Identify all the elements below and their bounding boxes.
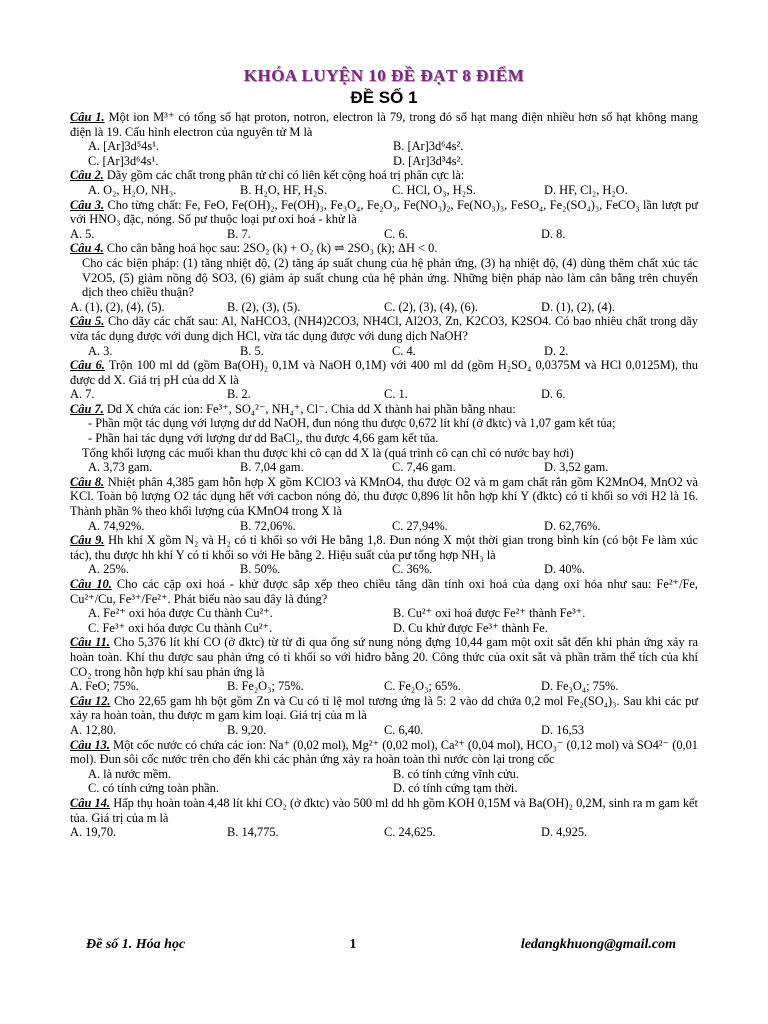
answers-6 xyxy=(70,387,698,402)
answer-d[interactable]: D. 2. xyxy=(544,343,569,358)
answer-d[interactable]: D. 8. xyxy=(541,226,566,241)
answers-5 xyxy=(70,344,698,359)
answer-c[interactable]: C. 6,40. xyxy=(384,722,424,737)
answers-10 xyxy=(70,606,698,635)
answer-a[interactable]: A. 12,80. xyxy=(70,722,117,737)
answers-14 xyxy=(70,825,698,840)
answer-a[interactable]: A. 25%. xyxy=(88,562,129,577)
answers-1 xyxy=(70,139,698,168)
answer-d[interactable]: D. Cu khử được Fe³⁺ thành Fe. xyxy=(393,620,548,635)
answer-c[interactable]: C. 7,46 gam. xyxy=(392,460,456,475)
document-title: KHÓA LUYỆN 10 ĐỀ ĐẠT 8 ĐIỂM xyxy=(243,66,525,85)
question-14: Câu 14. Hấp thụ hoàn toàn 4,48 lít khí CO₂ (ở đktc) vào 500 ml dd hh gồm KOH 0,15M và Ba(OH)₂ 0,2M, sinh ra m gam kết tủa. Giá trị của m là xyxy=(70,795,698,825)
answer-b[interactable]: B. 9,20. xyxy=(227,722,267,737)
answer-c[interactable]: C. 1. xyxy=(384,387,408,402)
answer-c[interactable]: C. Fe³⁺ oxi hóa được Cu thành Cu²⁺. xyxy=(88,620,273,635)
answers-8 xyxy=(70,519,698,534)
answers-9 xyxy=(70,562,698,577)
answers-12 xyxy=(70,723,698,738)
question-2: Câu 2. Dãy gồm các chất trong phân tử chỉ có liên kết cộng hoá trị phân cực là: xyxy=(70,168,465,183)
answer-a[interactable]: A. 3. xyxy=(88,343,113,358)
answer-d[interactable]: D. Fe₃O₄; 75%. xyxy=(541,679,619,694)
answer-a[interactable]: A. 74,92%. xyxy=(88,518,145,533)
answer-c[interactable]: C. 6. xyxy=(384,226,408,241)
question-12: Câu 12. Cho 22,65 gam hh bột gồm Zn và Cu có tỉ lệ mol tương ứng là 5: 2 vào dd chứa 0,2 mol Fe₂(SO₄)₃. Sau khi các pư xảy ra hoàn toàn, thu được m gam kim loại. Giá trị của m là xyxy=(70,693,698,723)
answer-b[interactable]: B. 14,775. xyxy=(227,825,279,840)
page-number: 1 xyxy=(349,937,357,952)
question-11: Câu 11. Cho 5,376 lít khí CO (ở đktc) từ từ đi qua ống sứ nung nóng đựng 10,44 gam một oxit sắt đến khi phản ứng xảy ra hoàn toàn. Khí thu được sau phản ứng có tỉ khối so với hiđro bằng 20. Công thức của oxit sắt và phần trăm thể tích của khí CO₂ trong hỗn hợp khí sau phản ứng là xyxy=(70,635,698,679)
answer-d[interactable]: D. 62,76%. xyxy=(544,518,601,533)
answer-a[interactable]: A. FeO; 75%. xyxy=(70,679,139,694)
answer-c[interactable]: C. Fe₂O₃; 65%. xyxy=(384,679,461,694)
answer-d[interactable]: D. 3,52 gam. xyxy=(544,460,609,475)
answer-d[interactable]: D. [Ar]3d³4s². xyxy=(393,153,464,168)
answer-b[interactable]: B. Cu²⁺ oxi hoá được Fe²⁺ thành Fe³⁺. xyxy=(393,606,586,621)
answer-c[interactable]: C. [Ar]3d⁶4s¹. xyxy=(88,153,159,168)
answer-a[interactable]: A. là nước mềm. xyxy=(88,766,172,781)
answer-a[interactable]: A. (1), (2), (4), (5). xyxy=(70,299,165,314)
question-8: Câu 8. Nhiệt phân 4,385 gam hỗn hợp X gồm KClO3 và KMnO4, thu được O2 và m gam chất rắn gồm K2MnO4, MnO2 và KCl. Toàn bộ lượng O2 tác dụng hết với cacbon nóng đỏ, thu được 0,896 lít hỗn hợp khí Y (đktc) có tỉ khối so với H2 là 16. Thành phần % theo khối lượng của KMnO4 trong X là xyxy=(70,474,698,519)
answer-b[interactable]: B. 50%. xyxy=(240,562,281,577)
question-9: Câu 9. Hh khí X gồm N₂ và H₂ có tỉ khối so với He bằng 1,8. Đun nóng X một thời gian trong bình kín (có bột Fe làm xúc tác), thu được hh khí Y có tỉ khối so với He bằng 2. Hiệu suất của pư tổng hợp NH₃ là xyxy=(70,533,698,562)
answer-b[interactable]: B. 7,04 gam. xyxy=(240,460,304,475)
answer-a[interactable]: A. Fe²⁺ oxi hóa được Cu thành Cu²⁺. xyxy=(88,606,273,621)
question-7-part-2: - Phần hai tác dụng với lượng dư dd BaCl₂, thu được 4,66 gam kết tủa. xyxy=(88,431,439,446)
answers-4 xyxy=(70,300,698,315)
answer-b[interactable]: B. 7. xyxy=(227,226,251,241)
question-5: Câu 5. Cho dãy các chất sau: Al, NaHCO3, (NH4)2CO3, NH4Cl, Al2O3, Zn, K2CO3, K2SO4. Có bao nhiêu chất trong dãy vừa tác dụng được với dung dịch HCl, vừa tác dụng được với dung dịch NaOH? xyxy=(70,314,698,343)
answer-b[interactable]: B. 72,06%. xyxy=(240,518,296,533)
answer-a[interactable]: A. 5. xyxy=(70,226,95,241)
question-4-measures: Cho các biện pháp: (1) tăng nhiệt độ, (2) tăng áp suất chung của hệ phản ứng, (3) hạ nhiệt độ, (4) dùng thêm chất xúc tác V2O5, (5) giảm nồng độ SO3, (6) giảm áp suất chung của hệ phản ứng. Những biện pháp nào làm cân bằng trên chuyển dịch theo chiều thuận? xyxy=(82,255,698,300)
answers-13 xyxy=(70,767,698,796)
answer-d[interactable]: D. (1), (2), (4). xyxy=(541,299,615,314)
answer-d[interactable]: D. 40%. xyxy=(544,562,585,577)
document-body xyxy=(70,64,698,840)
answer-c[interactable]: C. (2), (3), (4), (6). xyxy=(384,299,478,314)
answer-b[interactable]: B. [Ar]3d⁶4s². xyxy=(393,139,464,154)
question-6: Câu 6. Trộn 100 ml dd (gồm Ba(OH)₂ 0,1M và NaOH 0,1M) với 400 ml dd (gồm H₂SO₄ 0,0375M và HCl 0,0125M), thu được dd X. Giá trị pH của dd X là xyxy=(70,358,698,387)
answer-a[interactable]: A. 3,73 gam. xyxy=(88,460,153,475)
answer-b[interactable]: B. Fe₂O₃; 75%. xyxy=(227,679,304,694)
question-7: Câu 7. Dd X chứa các ion: Fe³⁺, SO₄²⁻, NH₄⁺, Cl⁻. Chia dd X thành hai phần bằng nhau: xyxy=(70,401,516,416)
answer-a[interactable]: A. 19,70. xyxy=(70,825,117,840)
answer-c[interactable]: C. 24,625. xyxy=(384,825,436,840)
question-1: Câu 1. Một ion M³⁺ có tổng số hạt proton, notron, electron là 79, trong đó số hạt mang điện nhiều hơn số hạt không mang điện là 19. Cấu hình electron của nguyên tử M là xyxy=(70,110,698,139)
question-13: Câu 13. Một cốc nước có chứa các ion: Na⁺ (0,02 mol), Mg²⁺ (0,02 mol), Ca²⁺ (0,04 mol), HCO₃⁻ (0,12 mol) và SO4²⁻ (0,01 mol). Đun sôi cốc nước trên cho đến khi các phản ứng xảy ra hoàn toàn thì nước còn lại trong cốc xyxy=(70,737,699,767)
answer-a[interactable]: A. [Ar]3d⁵4s¹. xyxy=(88,139,160,154)
footer-email[interactable]: ledangkhuong@gmail.com xyxy=(520,937,676,952)
answer-c[interactable]: C. có tính cứng toàn phần. xyxy=(88,781,219,796)
answer-d[interactable]: D. 4,925. xyxy=(541,825,588,840)
answer-d[interactable]: D. có tính cứng tạm thời. xyxy=(393,781,518,796)
answer-d[interactable]: D. 16,53 xyxy=(541,722,585,737)
question-3: Câu 3. Cho từng chất: Fe, FeO, Fe(OH)₂, Fe(OH)₃, Fe₃O₄, Fe₂O₃, Fe(NO₃)₂, Fe(NO₃)₃, FeSO₄, Fe₂(SO₄)₃, FeCO₃ lần lượt pư với HNO₃ đặc, nóng. Số pư thuộc loại pư oxi hoá - khử là xyxy=(70,197,698,227)
answer-c[interactable]: C. 4. xyxy=(392,343,416,358)
answer-b[interactable]: B. 5. xyxy=(240,343,264,358)
question-7-ask: Tổng khối lượng các muối khan thu được khi cô cạn dd X là (quá trình cô cạn chỉ có nước bay hơi) xyxy=(82,445,574,460)
answer-b[interactable]: B. (2), (3), (5). xyxy=(227,299,301,314)
question-7-part-1: - Phần một tác dụng với lượng dư dd NaOH, đun nóng thu được 0,672 lít khí (ở đktc) và 1,07 gam kết tủa; xyxy=(88,416,616,431)
question-4: Câu 4. Cho cân bằng hoá học sau: 2SO₂ (k) + O₂ (k) ⇌ 2SO₃ (k); ΔH < 0. xyxy=(70,241,438,256)
answer-c[interactable]: C. HCl, O₃, H₂S. xyxy=(392,182,477,197)
answer-c[interactable]: C. 27,94%. xyxy=(392,518,448,533)
answers-3 xyxy=(70,227,698,242)
answers-11 xyxy=(70,679,698,694)
answer-c[interactable]: C. 36%. xyxy=(392,562,433,577)
answer-b[interactable]: B. 2. xyxy=(227,387,251,402)
answer-b[interactable]: B. có tính cứng vĩnh cửu. xyxy=(393,766,519,781)
answer-d[interactable]: D. HF, Cl₂, H₂O. xyxy=(544,182,628,197)
exam-number: ĐỀ SỐ 1 xyxy=(350,88,418,107)
answers-2 xyxy=(70,183,698,198)
answer-a[interactable]: A. O₂, H₂O, NH₃. xyxy=(88,182,177,197)
footer-left: Đề số 1. Hóa học xyxy=(86,937,186,952)
answer-b[interactable]: B. H₂O, HF, H₂S. xyxy=(240,182,328,197)
answers-7 xyxy=(70,460,698,475)
answer-d[interactable]: D. 6. xyxy=(541,387,566,402)
page-footer xyxy=(86,938,676,953)
answer-a[interactable]: A. 7. xyxy=(70,387,95,402)
question-10: Câu 10. Cho các cặp oxi hoá - khử được sắp xếp theo chiều tăng dần tính oxi hoá của dạng oxi hóa như sau: Fe²⁺/Fe, Cu²⁺/Cu, Fe³⁺/Fe²⁺. Phát biểu nào sau đây là đúng? xyxy=(70,577,699,606)
